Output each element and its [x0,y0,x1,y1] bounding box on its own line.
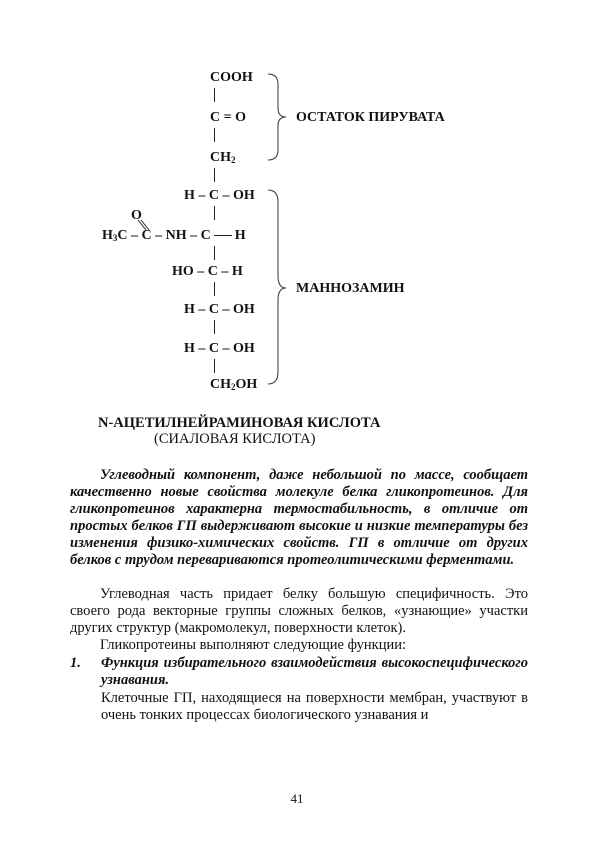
bond-line [214,206,215,220]
bond-line [214,88,215,102]
bond-line [214,359,215,373]
formula-row-c6: HO – C – H [172,264,243,279]
bond-line [214,246,215,260]
brace-pyruvate [266,72,288,162]
formula-ch2oh: $CH_2OH$ [210,377,258,392]
formula-row-c8: H – C – OH [184,341,255,356]
compound-alt-name: (СИАЛОВАЯ КИСЛОТА) [154,431,316,447]
paragraph-functions-intro: Гликопротеины выполняют следующие функции: [100,637,407,653]
list-item-number: 1. [70,655,81,671]
bond-line [214,320,215,334]
formula-carbonyl-oxygen: O [131,208,142,223]
list-item-title: Функция избирательного взаимодействия высокоспецифического узнавания. [101,655,528,688]
formula-ch2: $CH_2$ [210,150,236,165]
formula-cooh: COOH [210,70,253,85]
bond-line [214,282,215,296]
page-number: 41 [290,791,304,806]
brace-mannosamine [266,188,288,386]
paragraph-emphasis: Углеводный компонент, даже небольшой по массе, сообщает качественно новые свойства молекуле белка гликопротеинов. Для гликопротеинов характерна термостабильность, в отличие от простых белков ГП выдерживают высокие и низкие температуры без изменения физико-химических свойств. ГП в отличие от других белков с трудом перевариваются протеолитическими ферментами. [70,467,528,568]
formula-row-c4: H – C – OH [184,188,255,203]
paragraph-specificity: Углеводная часть придает белку большую специфичность. Это своего рода векторные группы сложных белков, «узнающие» участки других структур (макромолекул, поверхности клеток). [70,586,528,636]
bond-line [214,128,215,142]
label-mannosamine: МАННОЗАМИН [296,281,405,296]
formula-keto: C = O [210,110,246,125]
formula-row-c5: $H_3C$ – C – NH – C H [102,228,246,243]
label-pyruvate-residue: ОСТАТОК ПИРУВАТА [296,110,445,125]
bond-line [214,168,215,182]
list-item-text: Клеточные ГП, находящиеся на поверхности мембран, участвуют в очень тонких процессах биологического узнавания и [101,690,528,723]
compound-name: N-АЦЕТИЛНЕЙРАМИНОВАЯ КИСЛОТА [98,415,381,431]
formula-row-c7: H – C – OH [184,302,255,317]
